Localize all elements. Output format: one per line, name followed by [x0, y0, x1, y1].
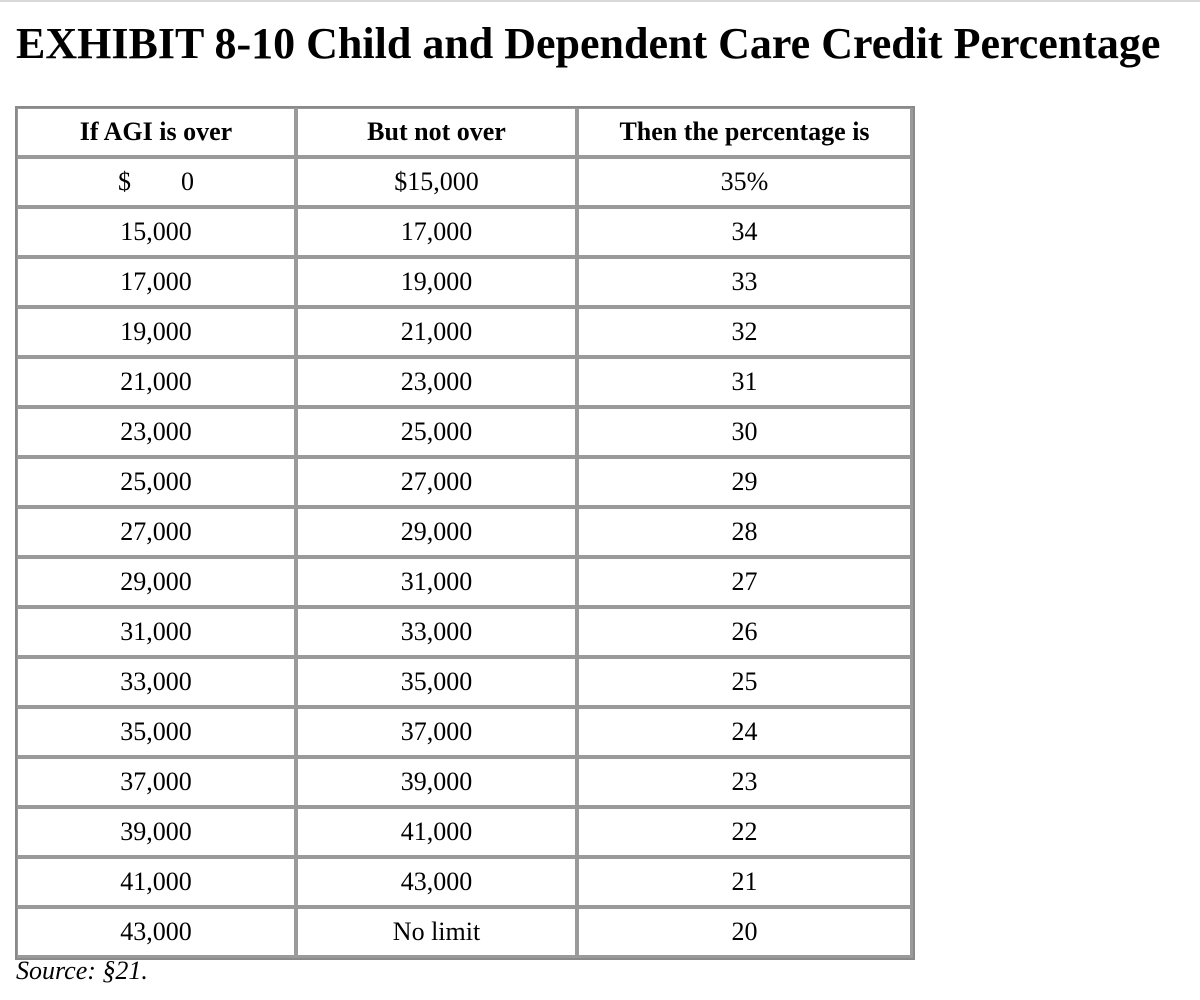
table-row [17, 308, 913, 358]
agi-over-cell: 37,000 [17, 758, 297, 808]
source-note: Source: §21. [16, 956, 148, 985]
not-over-cell: No limit [297, 908, 578, 958]
percentage-cell: 21 [578, 858, 913, 908]
percentage-cell: 30 [578, 408, 913, 458]
dollar-sign: $ [118, 167, 131, 196]
header-agi-over: If AGI is over [17, 108, 297, 158]
not-over-cell: 25,000 [297, 408, 578, 458]
agi-over-cell: 33,000 [17, 658, 297, 708]
agi-over-cell: 41,000 [17, 858, 297, 908]
agi-over-cell: 43,000 [17, 908, 297, 958]
not-over-cell: 23,000 [297, 358, 578, 408]
not-over-cell: 37,000 [297, 708, 578, 758]
percentage-cell: 35% [578, 158, 913, 208]
not-over-cell: $15,000 [297, 158, 578, 208]
table-row [17, 808, 913, 858]
table-row [17, 858, 913, 908]
agi-over-cell: 17,000 [17, 258, 297, 308]
table-row [17, 258, 913, 308]
top-divider [0, 0, 1200, 2]
percentage-cell: 32 [578, 308, 913, 358]
table-row [17, 708, 913, 758]
percentage-cell: 27 [578, 558, 913, 608]
table-row [17, 558, 913, 608]
agi-over-cell: 27,000 [17, 508, 297, 558]
table-row [17, 608, 913, 658]
not-over-cell: 19,000 [297, 258, 578, 308]
agi-over-value: 0 [181, 167, 194, 196]
table-header-row [17, 108, 913, 158]
table-row [17, 208, 913, 258]
table-row [17, 658, 913, 708]
percentage-cell: 24 [578, 708, 913, 758]
credit-percentage-table [15, 106, 915, 960]
not-over-cell: 27,000 [297, 458, 578, 508]
not-over-cell: 31,000 [297, 558, 578, 608]
agi-over-cell: 15,000 [17, 208, 297, 258]
not-over-cell: 41,000 [297, 808, 578, 858]
agi-over-cell: 31,000 [17, 608, 297, 658]
agi-over-cell: 19,000 [17, 308, 297, 358]
not-over-cell: 35,000 [297, 658, 578, 708]
percentage-cell: 26 [578, 608, 913, 658]
percentage-cell: 22 [578, 808, 913, 858]
header-but-not-over: But not over [297, 108, 578, 158]
not-over-cell: 39,000 [297, 758, 578, 808]
agi-over-cell: 25,000 [17, 458, 297, 508]
exhibit-title: EXHIBIT 8-10 Child and Dependent Care Credit Percentage [16, 19, 1161, 68]
percentage-cell: 33 [578, 258, 913, 308]
not-over-cell: 43,000 [297, 858, 578, 908]
table-row [17, 408, 913, 458]
percentage-cell: 34 [578, 208, 913, 258]
header-percentage: Then the percentage is [578, 108, 913, 158]
agi-over-cell: 35,000 [17, 708, 297, 758]
agi-over-cell: 23,000 [17, 408, 297, 458]
table-row [17, 758, 913, 808]
agi-over-cell: 29,000 [17, 558, 297, 608]
not-over-cell: 21,000 [297, 308, 578, 358]
percentage-cell: 23 [578, 758, 913, 808]
table-row [17, 908, 913, 958]
table-row [17, 358, 913, 408]
not-over-cell: 29,000 [297, 508, 578, 558]
percentage-cell: 20 [578, 908, 913, 958]
agi-over-cell: 21,000 [17, 358, 297, 408]
table-row [17, 508, 913, 558]
table-row [17, 158, 913, 208]
percentage-cell: 25 [578, 658, 913, 708]
percentage-cell: 28 [578, 508, 913, 558]
percentage-cell: 29 [578, 458, 913, 508]
not-over-cell: 17,000 [297, 208, 578, 258]
table-row [17, 458, 913, 508]
not-over-cell: 33,000 [297, 608, 578, 658]
agi-over-cell [17, 158, 297, 208]
percentage-cell: 31 [578, 358, 913, 408]
agi-over-cell: 39,000 [17, 808, 297, 858]
